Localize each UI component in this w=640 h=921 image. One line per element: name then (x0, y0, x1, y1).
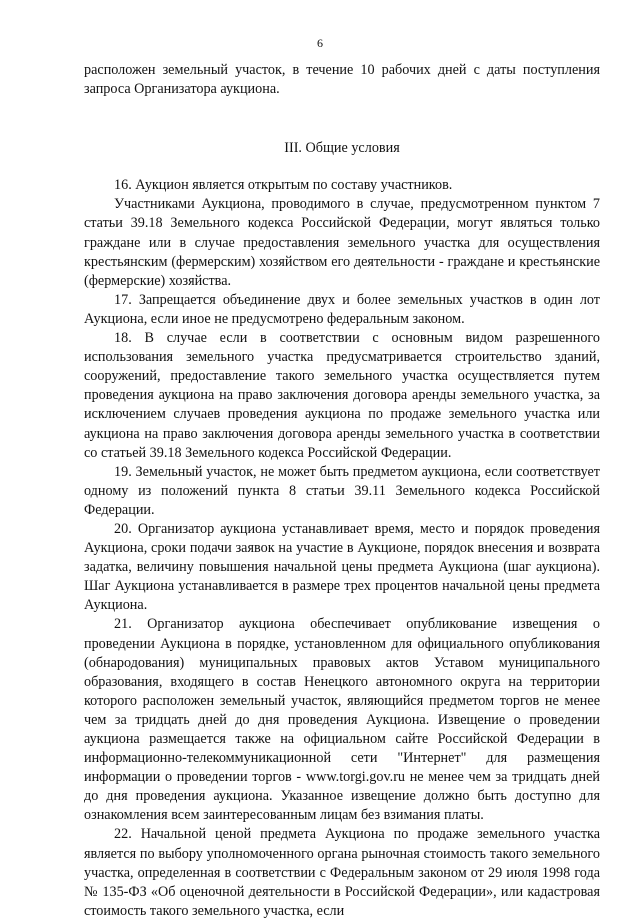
paragraph-16: 16. Аукцион является открытым по составу участников. (114, 177, 453, 194)
page-number: 6 (317, 36, 323, 50)
paragraph-participants: Участниками Аукциона, проводимого в случае, предусмотренном пунктом 7 статьи 39.18 Земельного кодекса Российской Федерации, могут являться только граждане или в случае предоставления земельного участка для осуществления крестьянским (фермерским) хозяйством его деятельности - граждане и крестьянские (фермерские) хозяйства. (84, 196, 600, 289)
paragraph-18: 18. В случае если в соответствии с основным видом разрешенного использования земельного участка предусматривается строительство зданий, сооружений, предоставление такого земельного участка осуществляется путем проведения аукциона на право заключения договора аренды земельного участка, за исключением случаев проведения аукциона по продаже земельного участка или аукциона на право заключения договора аренды земельного участка в соответствии со статьей 39.18 Земельного кодекса Российской Федерации. (84, 330, 600, 461)
document-body (84, 61, 600, 921)
paragraph-19: 19. Земельный участок, не может быть предметом аукциона, если соответствует одному из положений пункта 8 статьи 39.11 Земельного кодекса Российской Федерации. (84, 463, 600, 518)
continuation-paragraph: расположен земельный участок, в течение 10 рабочих дней с даты поступления запроса Организатора аукциона. (84, 62, 600, 98)
paragraph-21: 21. Организатор аукциона обеспечивает опубликование извещения о проведении Аукциона в порядке, установленном для официального опубликования (обнародования) муниципальных правовых актов Уставом муниципального образования, входящего в состав Ненецкого автономного округа на территории которого расположен земельный участок, являющийся предметом торгов не менее чем за тридцать дней до дня проведения Аукциона. Извещение о проведении аукциона размещается также на официальном сайте Российской Федерации в информационно-телекоммуникационной сети "Интернет" для размещения информации о проведении торгов - www.torgi.gov.ru не менее чем за тридцать дней до дня проведения аукциона. Указанное извещение должно быть доступно для ознакомления всем заинтересованным лицам без взимания платы. (84, 616, 600, 824)
paragraph-22: 22. Начальной ценой предмета Аукциона по продаже земельного участка является по выбору уполномоченного органа рыночная стоимость такого земельного участка, определенная в соответствии с Федеральным законом от 29 июля 1998 года № 135-ФЗ «Об оценочной деятельности в Российской Федерации», или кадастровая стоимость такого земельного участка, если (84, 826, 600, 919)
paragraph-17: 17. Запрещается объединение двух и более земельных участков в один лот Аукциона, если иное не предусмотрено федеральным законом. (84, 291, 600, 327)
section-title: III. Общие условия (284, 140, 400, 157)
paragraph-20: 20. Организатор аукциона устанавливает время, место и порядок проведения Аукциона, сроки подачи заявок на участие в Аукционе, порядок внесения и возврата задатка, величину повышения начальной цены предмета Аукциона (шаг аукциона). Шаг Аукциона устанавливается в размере трех процентов начальной цены предмета Аукциона. (84, 520, 600, 614)
